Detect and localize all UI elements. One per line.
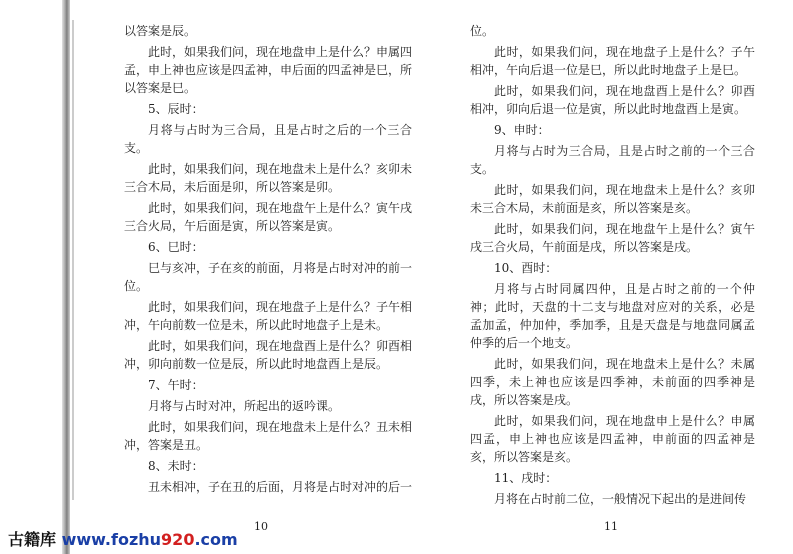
paragraph: 6、巳时： — [148, 240, 204, 254]
watermark-site-name: 古籍库 — [8, 530, 57, 549]
paragraph: 11、戌时： — [494, 471, 558, 485]
paragraph: 9、申时： — [494, 123, 550, 137]
paragraph: 此时，如果我们问，现在地盘申上是什么？申属四孟，申上神也应该是四孟神，申后面的四孟神是巳，所以答案是巳。 — [124, 45, 413, 95]
paragraph: 此时，如果我们问，现在地盘子上是什么？子午相冲，午向前数一位是未，所以此时地盘子上是未。 — [124, 300, 413, 332]
paragraph: 此时，如果我们问，现在地盘未上是什么？亥卯未三合木局，未前面是亥，所以答案是亥。 — [470, 183, 755, 215]
watermark-url-part3: .com — [194, 530, 238, 549]
paragraph: 月将与占时同属四仲，且是占时之前的一个仲神；此时，天盘的十二支与地盘对应对的关系，必是孟加孟，仲加仲，季加季，且是天盘是与地盘同属孟仲季的后一个地支。 — [470, 282, 755, 350]
paragraph: 此时，如果我们问，现在地盘酉上是什么？卯酉相冲，卯向后退一位是寅，所以此时地盘酉上是寅。 — [470, 84, 755, 116]
paragraph: 月将与占时为三合局，且是占时之后的一个三合支。 — [124, 123, 412, 155]
paragraph: 此时，如果我们问，现在地盘未上是什么？丑未相冲，答案是丑。 — [124, 420, 413, 452]
book-spine-shadow — [62, 0, 70, 554]
paragraph: 月将在占时前二位，一般情况下起出的是进间传 — [494, 492, 747, 506]
watermark-url-part2: 920 — [161, 530, 195, 549]
paragraph: 此时，如果我们问，现在地盘未上是什么？亥卯未三合木局，未后面是卯，所以答案是卯。 — [124, 162, 413, 194]
paragraph: 此时，如果我们问，现在地盘午上是什么？寅午戌三合火局，午前面是戌，所以答案是戌。 — [470, 222, 755, 254]
right-page-number: 11 — [604, 520, 618, 533]
paragraph: 10、酉时： — [494, 261, 558, 275]
paragraph: 7、午时： — [148, 378, 204, 392]
paragraph: 丑未相冲，子在丑的后面，月将是占时对冲的后一 — [148, 480, 413, 494]
paragraph: 以答案是辰。 — [124, 24, 197, 38]
paragraph: 5、辰时： — [148, 102, 204, 116]
right-page-text — [470, 22, 755, 511]
left-page-text — [124, 22, 412, 499]
paragraph: 月将与占时为三合局，且是占时之前的一个三合支。 — [470, 144, 755, 176]
watermark-url-part1: www.fozhu — [61, 530, 162, 549]
paragraph: 月将与占时对冲，所起出的返吟课。 — [148, 399, 341, 413]
watermark-logo — [8, 527, 238, 550]
left-page-number: 10 — [254, 520, 268, 533]
paragraph: 此时，如果我们问，现在地盘子上是什么？子午相冲，午向后退一位是巳，所以此时地盘子上是巳。 — [470, 45, 755, 77]
paragraph: 此时，如果我们问，现在地盘酉上是什么？卯酉相冲，卯向前数一位是辰，所以此时地盘酉上是辰。 — [124, 339, 413, 371]
paragraph: 此时，如果我们问，现在地盘申上是什么？申属四孟，申上神也应该是四孟神，申前面的四孟神是亥，所以答案是亥。 — [470, 414, 755, 464]
paragraph: 位。 — [470, 24, 495, 38]
paragraph: 8、未时： — [148, 459, 204, 473]
paragraph: 此时，如果我们问，现在地盘未上是什么？未属四季，未上神也应该是四季神，未前面的四季神是戌，所以答案是戌。 — [470, 357, 755, 407]
book-spine-line — [72, 20, 74, 500]
paragraph: 巳与亥冲，子在亥的前面，月将是占时对冲的前一位。 — [124, 261, 413, 293]
paragraph: 此时，如果我们问，现在地盘午上是什么？寅午戌三合火局，午后面是寅，所以答案是寅。 — [124, 201, 413, 233]
